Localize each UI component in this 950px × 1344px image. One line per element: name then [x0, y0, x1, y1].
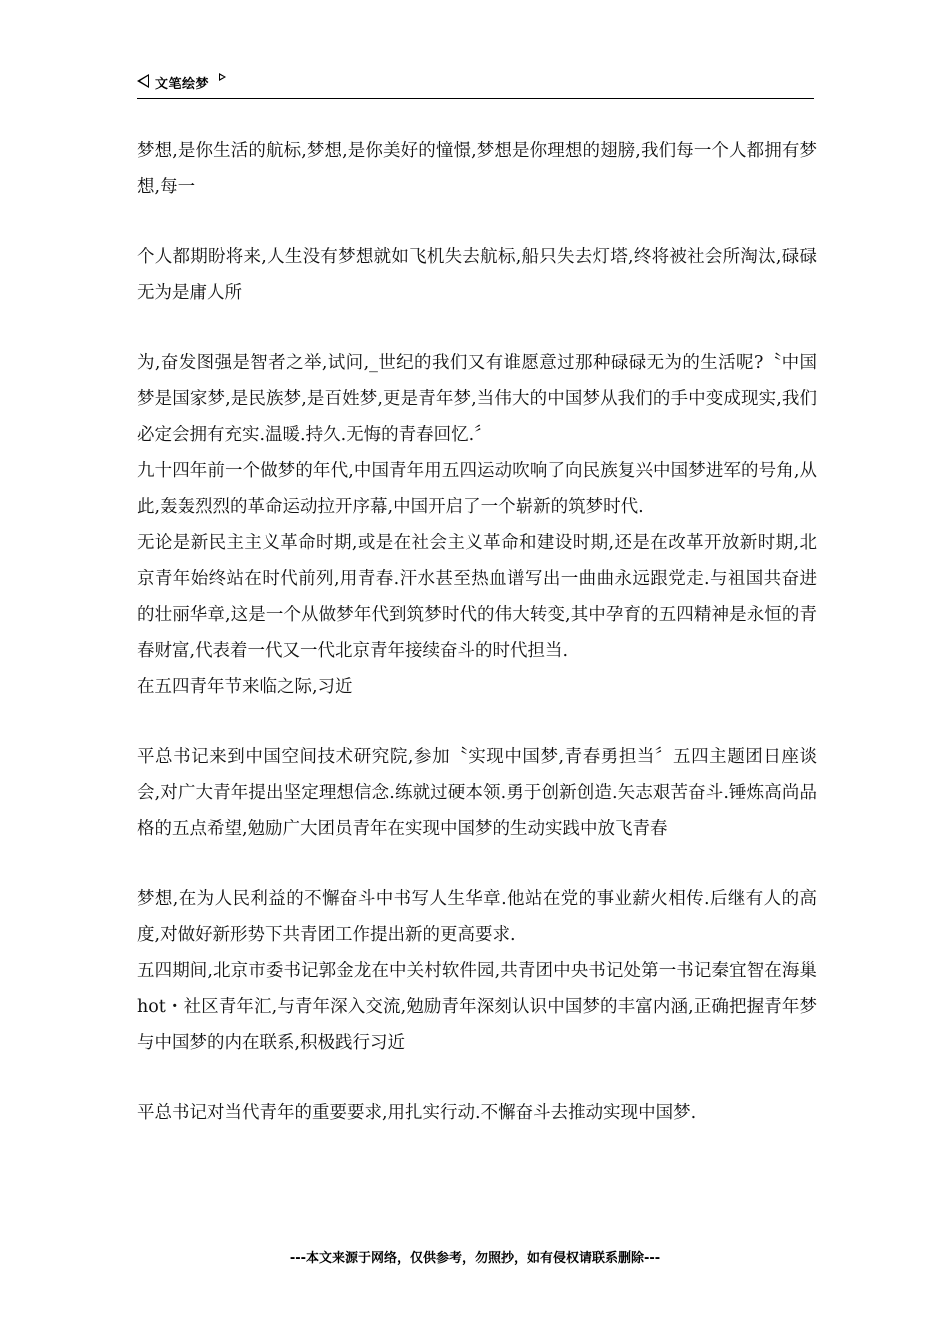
paragraph-1: 梦想,是你生活的航标,梦想,是你美好的憧憬,梦想是你理想的翅膀,我们每一个人都拥有梦想,每一: [137, 141, 817, 197]
paragraph-gap: [137, 205, 817, 239]
paragraph-gap: [137, 847, 817, 881]
paragraph-4: 九十四年前一个做梦的年代,中国青年用五四运动吹响了向民族复兴中国梦进军的号角,从此,轰轰烈烈的革命运动拉开序幕,中国开启了一个崭新的筑梦时代.: [137, 461, 817, 517]
paragraph-5: 无论是新民主主义革命时期,或是在社会主义革命和建设时期,还是在改革开放新时期,北京青年始终站在时代前列,用青春.汗水甚至热血谱写出一曲曲永远跟党走.与祖国共奋进的壮丽华章,这是一个从做梦年代到筑梦时代的伟大转变,其中孕育的五四精神是永恒的青春财富,代表着一代又一代北京青年接续奋斗的时代担当.: [137, 533, 817, 661]
footer-notice: ---本文来源于网络，仅供参考，勿照抄，如有侵权请联系删除---: [289, 1251, 661, 1266]
paragraph-2: 个人都期盼将来,人生没有梦想就如飞机失去航标,船只失去灯塔,终将被社会所淘汰,碌碌无为是庸人所: [137, 247, 817, 303]
paragraph-10: 平总书记对当代青年的重要要求,用扎实行动.不懈奋斗去推动实现中国梦.: [137, 1103, 697, 1123]
paragraph-7: 平总书记来到中国空间技术研究院,参加〝实现中国梦,青春勇担当〞五四主题团日座谈会,对广大青年提出坚定理想信念.练就过硬本领.勇于创新创造.矢志艰苦奋斗.锤炼高尚品格的五点希望,勉励广大团员青年在实现中国梦的生动实践中放飞青春: [137, 747, 817, 839]
document-body: [137, 133, 817, 1131]
paragraph-8: 梦想,在为人民利益的不懈奋斗中书写人生华章.他站在党的事业薪火相传.后继有人的高度,对做好新形势下共青团工作提出新的更高要求.: [137, 889, 817, 945]
header-title: 文笔绘梦: [155, 77, 210, 92]
paragraph-gap: [137, 311, 817, 345]
document-header: [137, 72, 814, 99]
paragraph-3: 为,奋发图强是智者之举,试问,_世纪的我们又有谁愿意过那种碌碌无为的生活呢?〝中国梦是国家梦,是民族梦,是百姓梦,更是青年梦,当伟大的中国梦从我们的手中变成现实,我们必定会拥有充实.温暖.持久.无悔的青春回忆.〞: [137, 353, 817, 445]
paragraph-6: 在五四青年节来临之际,习近: [137, 677, 353, 697]
triangle-left-outline-icon: [137, 74, 149, 88]
paragraph-9: 五四期间,北京市委书记郭金龙在中关村软件园,共青团中央书记处第一书记秦宜智在海巢hot・社区青年汇,与青年深入交流,勉励青年深刻认识中国梦的丰富内涵,正确把握青年梦与中国梦的内在联系,积极践行习近: [137, 961, 817, 1053]
paragraph-gap: [137, 1061, 817, 1095]
paragraph-gap: [137, 705, 817, 739]
triangle-right-outline-icon: [219, 73, 226, 81]
